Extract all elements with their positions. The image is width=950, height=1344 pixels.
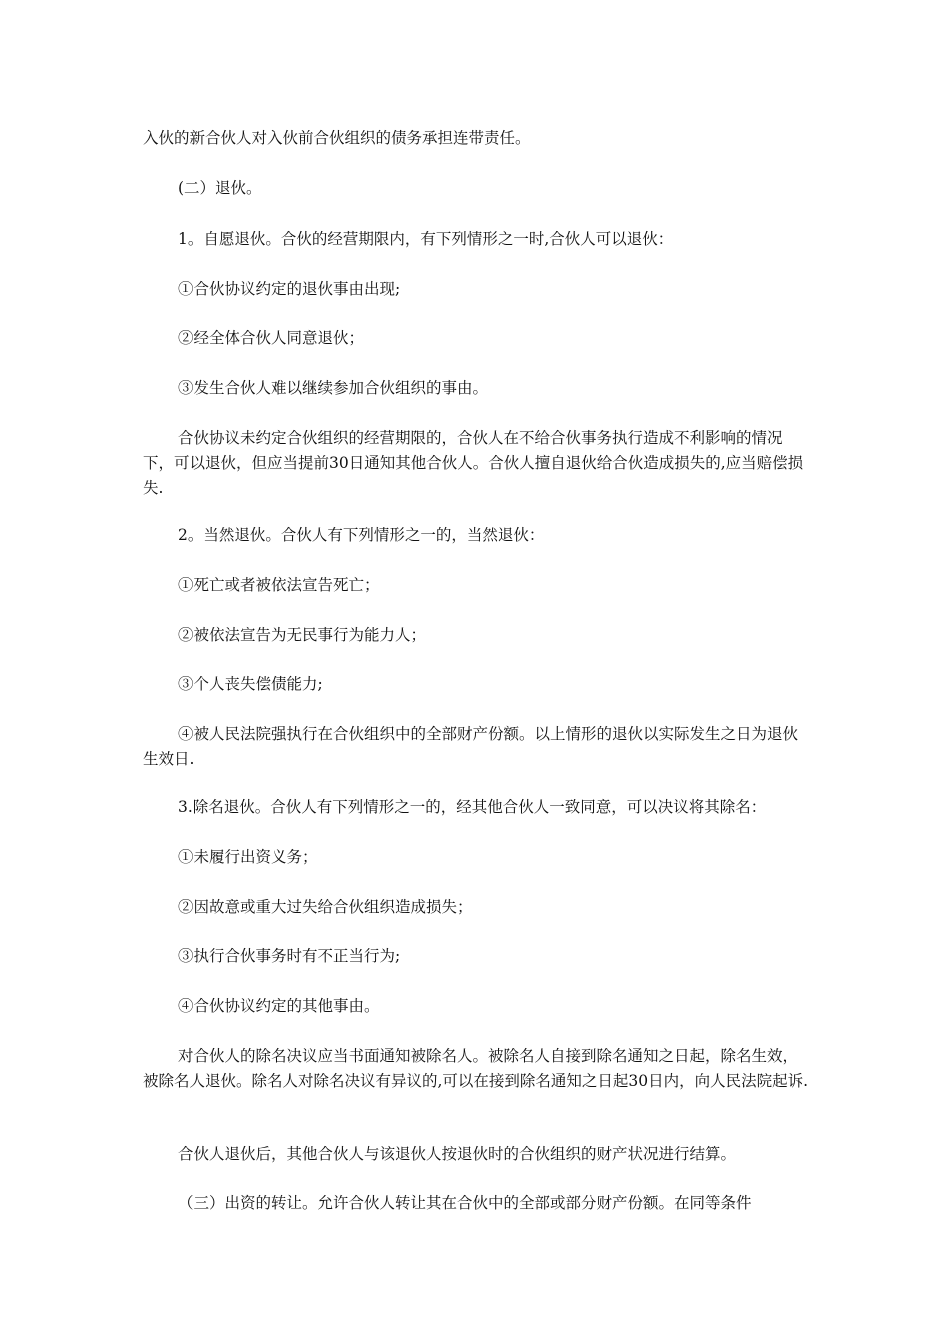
list-item: ②因故意或重大过失给合伙组织造成损失； bbox=[178, 898, 473, 916]
paragraph: 入伙的新合伙人对入伙前合伙组织的债务承担连带责任。 bbox=[143, 129, 531, 147]
list-item: ③发生合伙人难以继续参加合伙组织的事由。 bbox=[178, 379, 489, 397]
list-item: ③个人丧失偿债能力; bbox=[178, 675, 323, 693]
paragraph: 对合伙人的除名决议应当书面通知被除名人。被除名人自接到除名通知之日起，除名生效，被除名人退伙。除名人对除名决议有异议的,可以在接到除名通知之日起30日内，向人民法院起诉. bbox=[143, 1047, 809, 1090]
paragraph: 1。自愿退伙。合伙的经营期限内，有下列情形之一时,合伙人可以退伙： bbox=[178, 230, 674, 248]
list-item: ④被人民法院强执行在合伙组织中的全部财产份额。以上情形的退伙以实际发生之日为退伙生效日. bbox=[143, 725, 799, 768]
paragraph: 合伙人退伙后，其他合伙人与该退伙人按退伙时的合伙组织的财产状况进行结算。 bbox=[178, 1145, 737, 1163]
list-item: ①死亡或者被依法宣告死亡； bbox=[178, 576, 380, 594]
list-item: ①合伙协议约定的退伙事由出现; bbox=[178, 280, 401, 298]
list-item: ④合伙协议约定的其他事由。 bbox=[178, 997, 380, 1015]
list-item: ②被依法宣告为无民事行为能力人； bbox=[178, 626, 427, 644]
paragraph: 2。当然退伙。合伙人有下列情形之一的，当然退伙： bbox=[178, 526, 545, 544]
list-item: ①未履行出资义务； bbox=[178, 848, 318, 866]
paragraph: （三）出资的转让。允许合伙人转让其在合伙中的全部或部分财产份额。在同等条件 bbox=[178, 1194, 752, 1212]
list-item: ②经全体合伙人同意退伙； bbox=[178, 329, 365, 347]
paragraph: 3.除名退伙。合伙人有下列情形之一的，经其他合伙人一致同意，可以决议将其除名： bbox=[178, 798, 767, 816]
section-heading-withdrawal: (二）退伙。 bbox=[178, 179, 262, 197]
list-item: ③执行合伙事务时有不正当行为; bbox=[178, 947, 401, 965]
paragraph: 合伙协议未约定合伙组织的经营期限的，合伙人在不给合伙事务执行造成不利影响的情况下，可以退伙，但应当提前30日通知其他合伙人。合伙人擅自退伙给合伙造成损失的,应当赔偿损失. bbox=[143, 429, 804, 497]
